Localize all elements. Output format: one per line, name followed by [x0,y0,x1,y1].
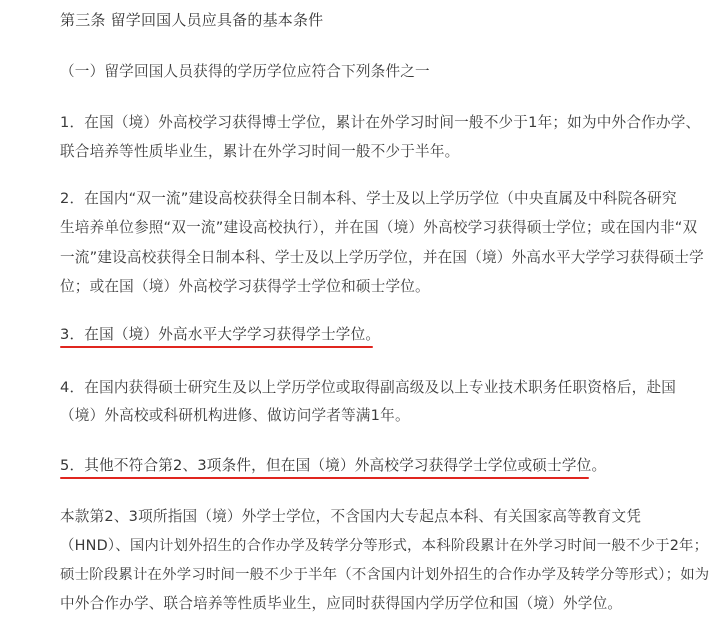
item-2-line-2: 生培养单位参照“双一流”建设高校执行），并在国（境）外高校学习获得硕士学位；或在国内非“双 [60,219,698,236]
item-2-line-1: 2．在国内“双一流”建设高校获得全日制本科、学士及以上学历学位（中央直属及中科院各研究 [60,190,677,207]
item-3-red-underline [60,346,373,348]
item-5-text: 5．其他不符合第2、3项条件，但在国（境）外高校学习获得学士学位或硕士学位。 [60,457,607,474]
item-5-red-underline [60,477,589,479]
item-4-line-1: 4．在国内获得硕士研究生及以上学历学位或取得副高级及以上专业技术职务任职资格后，赴国 [60,379,677,396]
item-1-line-1: 1．在国（境）外高校学习获得博士学位，累计在外学习时间一般不少于1年；如为中外合作办学、 [60,114,701,131]
item-1-line-2: 联合培养等性质毕业生，累计在外学习时间一般不少于半年。 [60,143,460,160]
note-line-3: 硕士阶段累计在外学习时间一般不少于半年（不含国内计划外招生的合作办学及转学分等形式）；如为 [60,567,710,583]
item-2-line-3: 一流”建设高校获得全日制本科、学士及以上学历学位，并在国（境）外高水平大学学习获得硕士学 [60,249,704,266]
article-heading: 第三条 留学回国人员应具备的基本条件 [60,11,324,29]
note-line-4: 中外合作办学、联合培养等性质毕业生，应同时获得国内学历学位和国（境）外学位。 [60,595,623,612]
item-4-line-2: （境）外高校或科研机构进修、做访问学者等满1年。 [60,407,410,424]
note-line-2: （HND）、国内计划外招生的合作办学及转学分等形式，本科阶段累计在外学习时间一般不少于2年； [60,538,709,554]
item-2-line-4: 位；或在国（境）外高校学习获得学士学位和硕士学位。 [60,278,430,295]
item-3-text: 3．在国（境）外高水平大学学习获得学士学位。 [60,326,381,343]
article-subheading: （一）留学回国人员获得的学历学位应符合下列条件之一 [60,63,430,80]
note-line-1: 本款第2、3项所指国（境）外学士学位，不含国内大专起点本科、有关国家高等教育文凭 [60,508,642,525]
